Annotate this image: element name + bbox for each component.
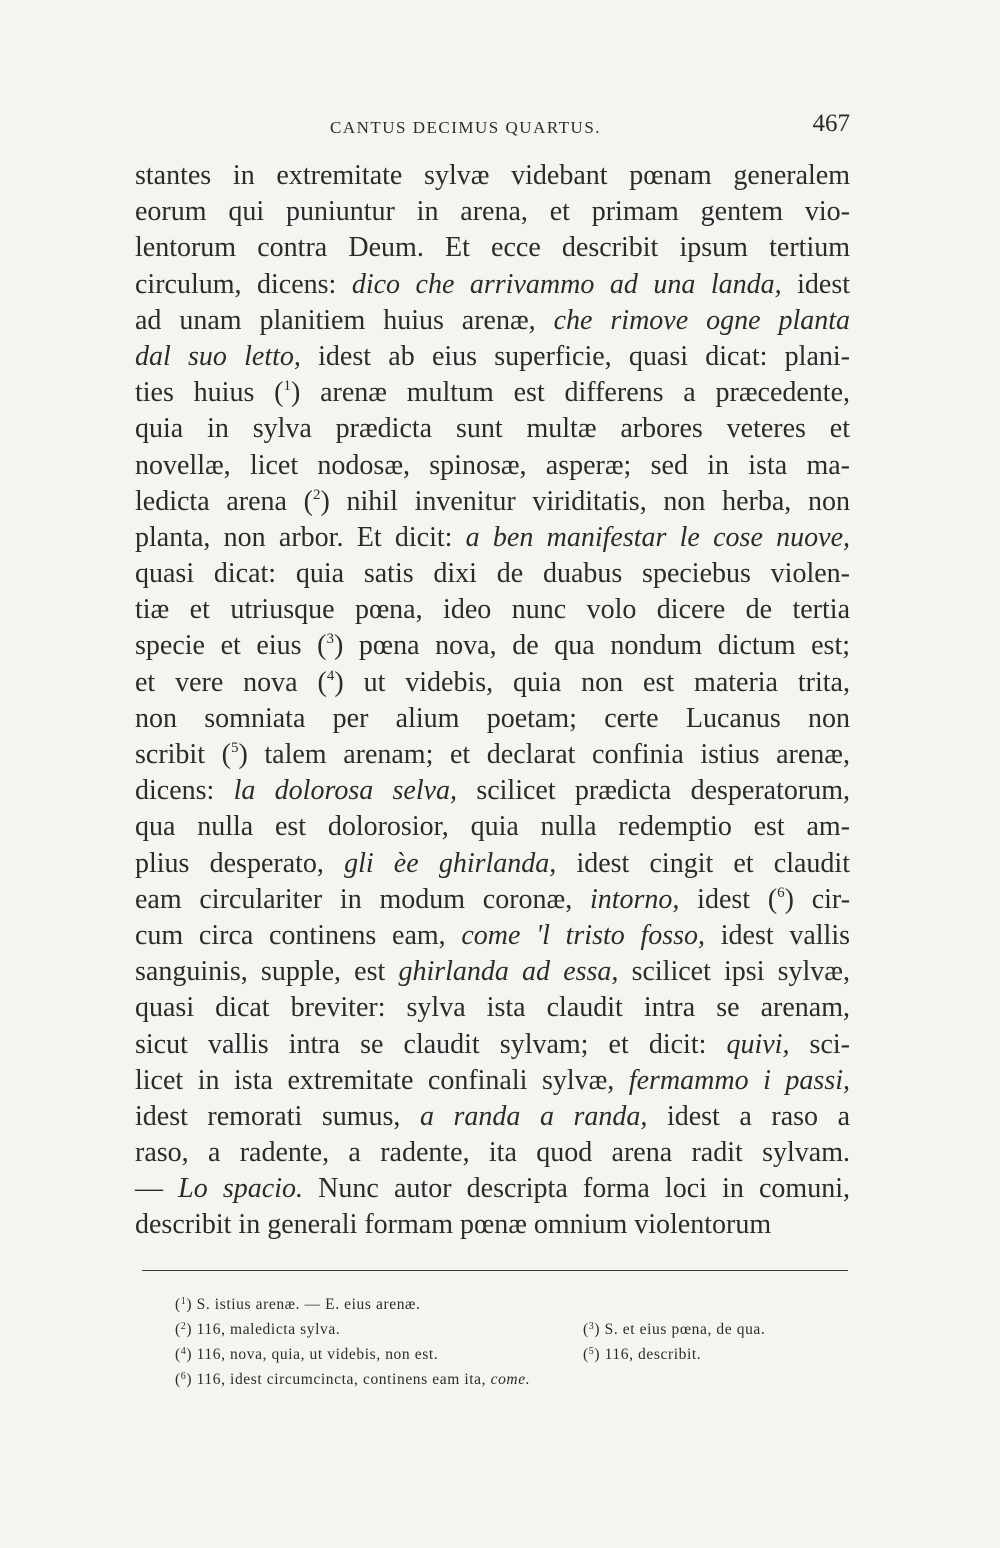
- text-run: nihil invenitur viriditatis, non herba, non: [329, 485, 850, 517]
- footnote-row: [175, 1317, 855, 1342]
- body-text: [135, 158, 850, 1244]
- text-run: raso, a radente, a radente, ita quod arena radit sylvam.: [135, 1137, 850, 1169]
- footnote-row: [175, 1342, 855, 1367]
- italic-quote: fermammo i passi,: [628, 1064, 850, 1096]
- text-run: idest: [679, 883, 768, 915]
- text-run: eam circulariter in modum coronæ,: [135, 883, 590, 915]
- italic-quote: che rimove ogne planta: [553, 304, 851, 336]
- italic-quote: gli èe ghirlanda,: [344, 847, 557, 879]
- footnote-number: 3: [588, 1321, 595, 1332]
- footnote: ($^5$) 116, describit.: [583, 1346, 702, 1363]
- footnote-ref-number: 5: [230, 740, 239, 756]
- text-run: et vere nova: [135, 666, 318, 698]
- text-line: [135, 1063, 850, 1099]
- text-line: [135, 1171, 850, 1207]
- text-run: scilicet prædicta desperatorum,: [457, 775, 850, 807]
- footnote-ref: ($^6$): [767, 883, 794, 915]
- text-run: tiæ et utriusque pœna, ideo nunc volo dicere de tertia: [135, 594, 850, 626]
- text-line: [135, 954, 850, 990]
- text-line: [135, 1027, 850, 1063]
- footnote-ref-number: 1: [283, 378, 291, 395]
- text-run: ledicta arena: [135, 485, 304, 517]
- text-run: idest cingit et claudit: [556, 847, 850, 879]
- italic-quote: a ben manifestar le cose nuove,: [465, 521, 850, 553]
- footnote-number: 5: [588, 1346, 595, 1357]
- text-line: [135, 737, 850, 773]
- text-run: sanguinis, supple, est: [135, 956, 399, 988]
- footnote-text: S. et eius pœna, de qua.: [600, 1321, 766, 1338]
- text-line: [135, 665, 850, 701]
- italic-quote: ghirlanda ad essa,: [398, 956, 619, 988]
- text-run: arenæ multum est differens a præcedente,: [300, 377, 850, 409]
- footnote-row: [175, 1367, 855, 1392]
- text-run: pœna nova, de qua nondum dictum est;: [343, 630, 850, 662]
- text-run: circulum, dicens:: [135, 268, 352, 300]
- italic-quote: la dolorosa selva,: [233, 775, 458, 807]
- italic-quote: intorno,: [589, 883, 680, 915]
- text-line: [135, 194, 850, 230]
- text-line: [135, 339, 850, 375]
- footnote: ($^4$) 116, nova, quia, ut videbis, non est.: [175, 1346, 439, 1363]
- text-run: quia in sylva prædicta sunt multæ arbores veteres et: [135, 413, 850, 445]
- footnote-number: 1: [180, 1296, 187, 1307]
- text-line: [135, 628, 850, 664]
- footnote-ref: ($^3$): [317, 630, 344, 662]
- footnote-ref-number: 6: [777, 884, 785, 901]
- text-run: cum circa continens eam,: [135, 919, 462, 951]
- text-run: sci-: [789, 1028, 850, 1060]
- footnote: ($^3$) S. et eius pœna, de qua.: [583, 1321, 766, 1338]
- footnote-ref-number: 4: [326, 667, 335, 684]
- running-title: CANTUS DECIMUS QUARTUS.: [330, 118, 602, 137]
- footnote-ref-number: 3: [326, 631, 334, 648]
- text-line: [135, 158, 850, 194]
- text-run: idest vallis: [705, 919, 851, 951]
- footnote-text: 116, maledicta sylva.: [192, 1321, 341, 1338]
- text-run: dicens:: [135, 775, 234, 807]
- text-line: [135, 701, 850, 737]
- text-line: [135, 267, 850, 303]
- text-run: cir-: [793, 883, 851, 915]
- footnote-ref: ($^2$): [303, 485, 330, 517]
- text-run: non somniata per alium poetam; certe Lucanus non: [135, 702, 850, 734]
- italic-quote: quivi,: [726, 1028, 790, 1060]
- text-run: quasi dicat breviter: sylva ista claudit intra se arenam,: [135, 992, 850, 1024]
- text-line: [135, 882, 850, 918]
- text-line: [135, 303, 850, 339]
- text-run: Nunc autor descripta forma loci in comuni,: [303, 1173, 850, 1205]
- italic-quote: dico che arrivammo ad una landa,: [351, 268, 782, 300]
- footnote-text: S. istius arenæ. — E. eius arenæ.: [192, 1296, 421, 1313]
- text-run: sicut vallis intra se claudit sylvam; et dicit:: [135, 1028, 727, 1060]
- text-run: stantes in extremitate sylvæ videbant pœnam generalem: [135, 160, 850, 191]
- footnote-number: 2: [180, 1321, 187, 1332]
- footnote-number: 4: [180, 1346, 187, 1357]
- text-line: [135, 411, 850, 447]
- text-run: eorum qui puniuntur in arena, et primam gentem vio-: [135, 196, 850, 228]
- text-run: idest a raso a: [647, 1100, 850, 1132]
- footnote-ref: ($^1$): [274, 377, 301, 409]
- page-number: 467: [812, 110, 850, 137]
- text-line: [135, 773, 850, 809]
- footnote-ref: ($^5$): [221, 739, 248, 770]
- text-run: planta, non arbor. Et dicit:: [135, 521, 466, 553]
- text-line: [135, 1099, 850, 1135]
- footnote-rule: [142, 1270, 848, 1271]
- text-line: [135, 990, 850, 1026]
- footnote: ($^2$) 116, maledicta sylva.: [175, 1321, 341, 1338]
- italic-quote: dal suo letto,: [135, 340, 301, 372]
- text-run: ad unam planitiem huius arenæ,: [135, 304, 554, 336]
- text-line: [135, 809, 850, 845]
- footnote-text: 116, describit.: [600, 1346, 702, 1363]
- italic-quote: come 'l tristo fosso,: [461, 919, 706, 951]
- text-run: licet in ista extremitate confinali sylvæ,: [135, 1064, 629, 1096]
- text-run: idest ab eius superficie, quasi dicat: plani-: [300, 340, 850, 372]
- text-run: idest: [781, 268, 850, 300]
- text-run: qua nulla est dolorosior, quia nulla redemptio est am-: [135, 811, 850, 843]
- text-run: ties huius: [135, 377, 275, 409]
- text-run: talem arenam; et declarat confinia istius arenæ,: [247, 739, 850, 770]
- italic-quote: Lo spacio.: [178, 1173, 304, 1205]
- text-line: [135, 592, 850, 628]
- footnote-number: 6: [180, 1371, 187, 1382]
- text-line: [135, 556, 850, 592]
- text-line: [135, 918, 850, 954]
- text-line: [135, 230, 850, 266]
- footnote-text: 116, nova, quia, ut videbis, non est.: [192, 1346, 439, 1363]
- text-run: scilicet ipsi sylvæ,: [618, 956, 850, 988]
- footnote: ($^1$) S. istius arenæ. — E. eius arenæ.: [175, 1296, 421, 1313]
- text-line: [135, 1135, 850, 1171]
- text-run: ut videbis, quia non est materia trita,: [343, 666, 850, 698]
- text-run: scribit: [135, 739, 222, 770]
- footnote: ($^6$) 116, idest circumcincta, continens eam ita, come.: [175, 1371, 531, 1388]
- footnote-row: [175, 1292, 855, 1317]
- footnotes: [175, 1292, 855, 1392]
- text-run: specie et eius: [135, 630, 318, 662]
- text-run: quasi dicat: quia satis dixi de duabus speciebus violen-: [135, 558, 850, 590]
- text-run: lentorum contra Deum. Et ecce describit ipsum tertium: [135, 232, 850, 264]
- text-run: plius desperato,: [135, 847, 345, 879]
- text-run: —: [135, 1173, 179, 1205]
- text-run: describit in generali formam pœnæ omnium violentorum: [135, 1209, 772, 1241]
- footnote-text: 116, idest circumcincta, continens eam ita,: [192, 1371, 491, 1388]
- footnote-italic: come.: [490, 1371, 531, 1388]
- text-run: idest remorati sumus,: [135, 1100, 420, 1132]
- text-run: novellæ, licet nodosæ, spinosæ, asperæ; sed in ista ma-: [135, 449, 850, 481]
- footnote-ref-number: 2: [312, 486, 321, 503]
- text-line: [135, 484, 850, 520]
- italic-quote: a randa a randa,: [419, 1100, 648, 1132]
- text-line: [135, 1207, 850, 1243]
- footnote-ref: ($^4$): [317, 666, 344, 698]
- text-line: [135, 520, 850, 556]
- text-line: [135, 846, 850, 882]
- text-line: [135, 448, 850, 484]
- running-head: [135, 108, 850, 148]
- text-line: [135, 375, 850, 411]
